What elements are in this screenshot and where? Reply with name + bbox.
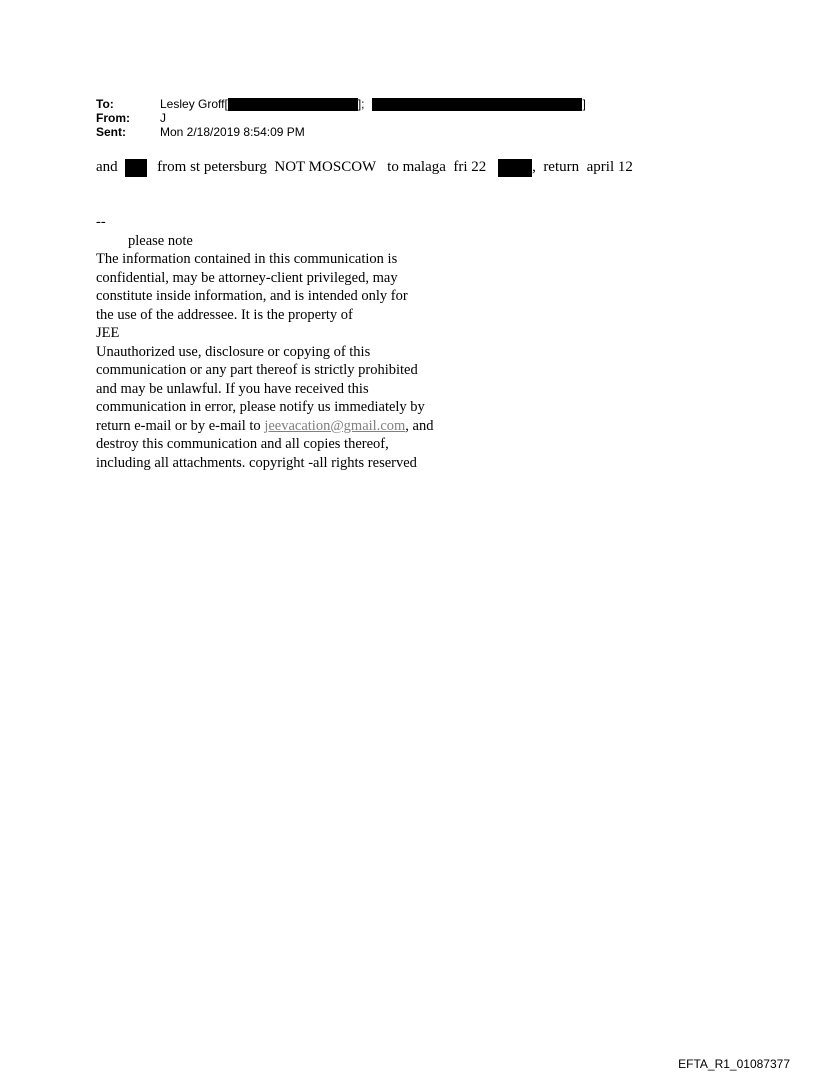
email-suffix: , and xyxy=(405,417,434,434)
to-label: To: xyxy=(96,97,114,111)
to-recipient-name: Lesley Groff[ xyxy=(160,97,228,111)
redaction-box xyxy=(372,98,582,111)
redaction-box xyxy=(125,159,147,177)
disclaimer-line: and may be unlawful. If you have received this xyxy=(96,380,369,397)
email-link[interactable]: jeevacation@gmail.com xyxy=(264,417,406,434)
disclaimer-email-line xyxy=(96,417,433,436)
from-row xyxy=(96,111,586,125)
disclaimer-line: The information contained in this communication is xyxy=(96,251,398,267)
disclaimer-line: constitute inside information, and is intended only for xyxy=(96,288,408,304)
body-text-and: and xyxy=(96,159,118,175)
to-value xyxy=(160,97,586,111)
redaction-box xyxy=(228,98,358,111)
please-note: please note xyxy=(128,232,193,249)
disclaimer-line: destroy this communication and all copies thereof, xyxy=(96,436,389,452)
document-id: EFTA_R1_01087377 xyxy=(678,1057,790,1071)
disclaimer-line: communication or any part thereof is strictly prohibited xyxy=(96,362,418,378)
signature-disclaimer xyxy=(96,213,433,472)
disclaimer-line: including all attachments. copyright -all rights reserved xyxy=(96,454,417,471)
from-value: J xyxy=(160,111,166,125)
sent-value: Mon 2/18/2019 8:54:09 PM xyxy=(160,125,305,139)
signature-dashes: -- xyxy=(96,214,106,230)
body-text-route: from st petersburg NOT MOSCOW to malaga fri 22 xyxy=(157,159,487,175)
message-body xyxy=(96,157,633,177)
disclaimer-line: the use of the addressee. It is the property of xyxy=(96,306,353,323)
to-end-bracket: ] xyxy=(582,97,586,111)
disclaimer-line: communication in error, please notify us immediately by xyxy=(96,399,425,415)
from-label: From: xyxy=(96,111,130,125)
body-text-return: , return april 12 xyxy=(532,159,633,175)
to-separator: ]; xyxy=(357,97,365,111)
sent-row xyxy=(96,125,586,139)
disclaimer-line: Unauthorized use, disclosure or copying of this xyxy=(96,343,371,360)
disclaimer-line: JEE xyxy=(96,325,120,341)
redaction-box xyxy=(498,159,532,177)
sent-label: Sent: xyxy=(96,125,126,139)
to-row xyxy=(96,97,586,111)
email-prefix: return e-mail or by e-mail to xyxy=(96,417,265,434)
disclaimer-line: confidential, may be attorney-client privileged, may xyxy=(96,269,398,286)
email-header xyxy=(96,97,586,139)
